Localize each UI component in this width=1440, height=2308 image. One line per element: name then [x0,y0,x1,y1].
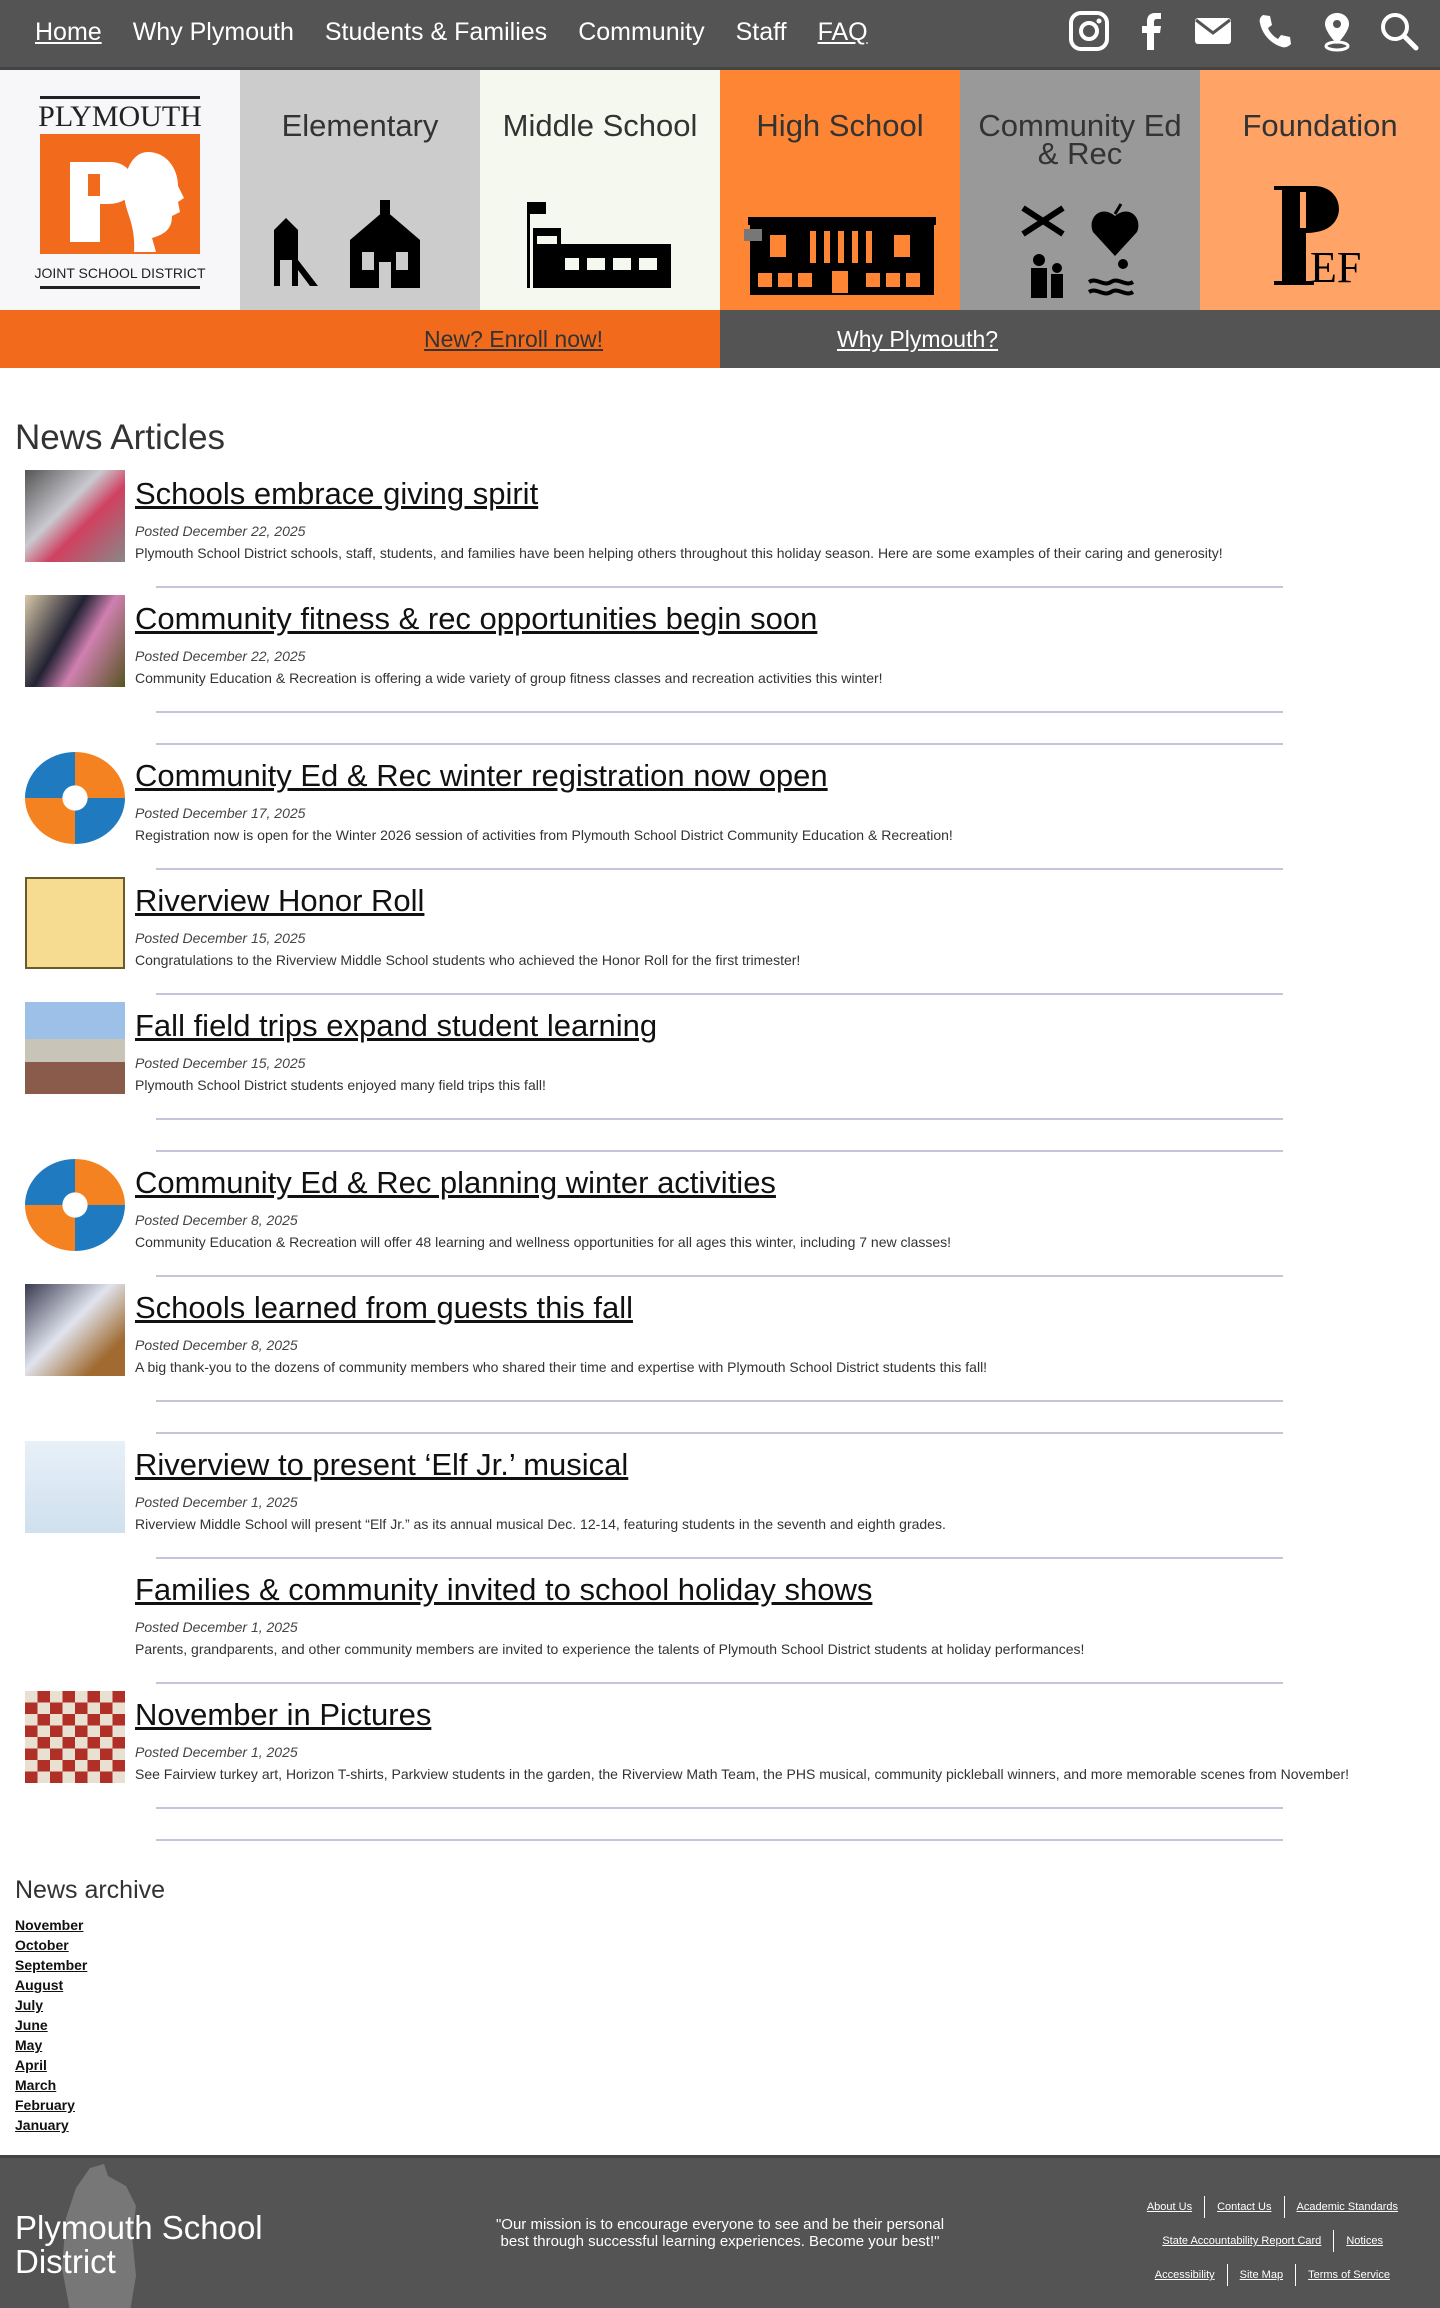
svg-text:PLYMOUTH: PLYMOUTH [38,100,202,133]
article-title-link[interactable]: Community fitness & rec opportunities begin soon [135,601,818,636]
archive-item [15,2057,87,2077]
article-date: Posted December 22, 2025 [135,648,306,664]
tile-middle-school[interactable] [480,70,720,310]
article-summary: A big thank-you to the dozens of community members who shared their time and expertise with Plymouth School District students this fall! [135,1359,988,1375]
archive-item [15,1997,87,2017]
nav-students-families[interactable]: Students & Families [324,18,548,46]
article-summary: Community Education & Recreation will offer 48 learning and wellness opportunities for all ages this winter, including 7 new classes! [135,1234,952,1250]
archive-item [15,2097,87,2117]
article-title-link[interactable]: Schools embrace giving spirit [135,476,539,511]
archive-month-link[interactable]: February [15,2097,75,2113]
archive-item [15,1937,87,1957]
elementary-school-icon [270,200,450,290]
archive-item [15,1957,87,1977]
article-summary: Registration now is open for the Winter 2026 session of activities from Plymouth School District Community Education & Recreation! [135,827,953,843]
high-school-icon [744,215,936,295]
divider [156,586,1283,588]
district-logo[interactable] [0,70,240,310]
svg-text:EF: EF [1310,243,1362,288]
search-icon[interactable] [1378,10,1420,52]
archive-month-link[interactable]: April [15,2057,47,2073]
divider [156,711,1283,713]
archive-month-link[interactable]: September [15,1957,88,1973]
article-title-link[interactable]: Riverview to present ‘Elf Jr.’ musical [135,1447,629,1482]
article-summary: Riverview Middle School will present “Elf Jr.” as its annual musical Dec. 12-14, featuring students in the seventh and eighth grades. [135,1516,946,1532]
article-item [0,1564,1440,1689]
article-item [0,1439,1440,1564]
tile-high-school[interactable] [720,70,960,310]
archive-month-link[interactable]: October [15,1937,69,1953]
tile-label: Community Ed & Rec [978,108,1182,171]
instagram-icon[interactable] [1068,10,1110,52]
article-summary: Congratulations to the Riverview Middle School students who achieved the Honor Roll for the first trimester! [135,952,801,968]
page-title: News Articles [15,418,226,457]
footer-link-notices[interactable]: Notices [1333,2230,1395,2252]
divider [156,743,1283,745]
article-title-link[interactable]: Fall field trips expand student learning [135,1008,658,1043]
tile-foundation[interactable] [1200,70,1440,310]
article-date: Posted December 1, 2025 [135,1494,298,1510]
divider [156,1807,1283,1809]
divider [156,1682,1283,1684]
svg-text:JOINT SCHOOL DISTRICT: JOINT SCHOOL DISTRICT [34,265,206,281]
article-date: Posted December 15, 2025 [135,1055,306,1071]
pef-logo-icon [1270,184,1370,288]
article-item [0,1282,1440,1439]
tile-label: Elementary [281,108,439,143]
plymouth-logo-icon [30,92,210,292]
divider [156,993,1283,995]
nav-why-plymouth[interactable]: Why Plymouth [132,18,294,46]
archive-item [15,2037,87,2057]
school-tiles [0,70,1440,310]
archive-month-link[interactable]: January [15,2117,69,2133]
archive-month-link[interactable]: June [15,2017,48,2033]
divider [156,1557,1283,1559]
archive-month-link[interactable]: March [15,2077,57,2093]
middle-school-icon [525,200,675,290]
article-summary: Parents, grandparents, and other community members are invited to experience the talents of Plymouth School District students at holiday performances! [135,1641,1085,1657]
article-thumbnail[interactable] [25,1566,125,1658]
archive-item [15,1977,87,1997]
archive-item [15,2017,87,2037]
footer-links-row [1010,2196,1410,2218]
phone-icon[interactable] [1254,10,1296,52]
article-date: Posted December 1, 2025 [135,1619,298,1635]
footer-district-name: Plymouth School District [15,2209,263,2280]
location-icon[interactable] [1316,10,1358,52]
community-rec-icons [1015,198,1145,298]
article-summary: See Fairview turkey art, Horizon T-shirts, Parkview students in the garden, the Riverview Math Team, the PHS musical, community pickleball winners, and more memorable scenes from November! [135,1766,1350,1782]
nav-staff[interactable]: Staff [735,18,787,46]
article-item [0,1689,1440,1846]
footer-link-contact[interactable]: Contact Us [1204,2196,1283,2218]
article-thumbnail[interactable] [25,1691,125,1783]
article-date: Posted December 15, 2025 [135,930,306,946]
article-thumbnail[interactable] [25,1441,125,1533]
archive-month-link[interactable]: August [15,1977,64,1993]
tile-label: Middle School [502,108,698,143]
archive-month-link[interactable]: July [15,1997,44,2013]
enroll-bar [0,310,1440,368]
footer-links-row [995,2230,1395,2252]
article-date: Posted December 22, 2025 [135,523,306,539]
archive-item [15,2117,87,2137]
article-item [0,1000,1440,1157]
divider [156,1275,1283,1277]
tile-label: High School [756,108,924,143]
archive-month-link[interactable]: November [15,1917,84,1933]
why-plymouth-link[interactable]: Why Plymouth? [720,310,1440,368]
divider [156,1839,1283,1841]
footer-link-report-card[interactable]: State Accountability Report Card [1162,2235,1322,2247]
divider [156,1118,1283,1120]
social-icons [1068,10,1420,52]
article-thumbnail[interactable] [25,470,125,562]
article-item [0,468,1440,593]
nav-community[interactable]: Community [578,18,705,46]
article-thumbnail[interactable] [25,877,125,969]
enroll-now-link[interactable]: New? Enroll now! [0,310,720,368]
article-item [0,875,1440,1000]
article-thumbnail[interactable] [25,595,125,687]
footer-link-about[interactable]: About Us [1146,2201,1193,2213]
archive-item [15,2077,87,2097]
mission-statement: "Our mission is to encourage everyone to see and be their personal best through successful learning experiences. Become your best!" [495,2216,945,2250]
article-title-link[interactable]: Riverview Honor Roll [135,883,425,918]
nav-links [35,18,868,47]
divider [156,1432,1283,1434]
divider [156,1400,1283,1402]
top-nav [0,0,1440,70]
article-date: Posted December 8, 2025 [135,1337,298,1353]
article-title-link[interactable]: Families & community invited to school holiday shows [135,1572,873,1607]
archive-item [15,1917,87,1937]
tile-label: Foundation [1242,108,1398,143]
tile-elementary[interactable] [240,70,480,310]
news-archive-title: News archive [15,1876,166,1904]
nav-faq[interactable]: FAQ [817,18,868,46]
article-thumbnail[interactable] [25,1159,125,1251]
article-summary: Community Education & Recreation is offering a wide variety of group fitness classes and recreation activities this winter! [135,670,883,686]
article-thumbnail[interactable] [25,1002,125,1094]
article-title-link[interactable]: November in Pictures [135,1697,432,1732]
footer-link-accessibility[interactable]: Accessibility [1154,2269,1215,2281]
divider [156,1150,1283,1152]
news-list [0,468,1440,1846]
archive-month-link[interactable]: May [15,2037,43,2053]
facebook-icon[interactable] [1130,10,1172,52]
article-item [0,750,1440,875]
article-summary: Plymouth School District schools, staff, students, and families have been helping others throughout this holiday season. Here are some examples of their caring and generosity! [135,545,1223,561]
nav-home[interactable]: Home [35,18,102,46]
article-date: Posted December 1, 2025 [135,1744,298,1760]
article-item [0,1157,1440,1282]
divider [156,868,1283,870]
footer [0,2155,1440,2308]
article-thumbnail[interactable] [25,752,125,844]
footer-link-site-map[interactable]: Site Map [1227,2264,1295,2286]
article-item [0,593,1440,750]
article-thumbnail[interactable] [25,1284,125,1376]
footer-link-terms[interactable]: Terms of Service [1295,2264,1402,2286]
article-title-link[interactable]: Community Ed & Rec planning winter activities [135,1165,776,1200]
article-title-link[interactable]: Community Ed & Rec winter registration now open [135,758,828,793]
mail-icon[interactable] [1192,10,1234,52]
article-date: Posted December 17, 2025 [135,805,306,821]
article-summary: Plymouth School District students enjoyed many field trips this fall! [135,1077,546,1093]
tile-community-ed-rec[interactable] [960,70,1200,310]
footer-links-row [1002,2264,1402,2286]
article-date: Posted December 8, 2025 [135,1212,298,1228]
footer-link-academic-standards[interactable]: Academic Standards [1284,2196,1411,2218]
article-title-link[interactable]: Schools learned from guests this fall [135,1290,633,1325]
news-archive-list [15,1917,87,2137]
